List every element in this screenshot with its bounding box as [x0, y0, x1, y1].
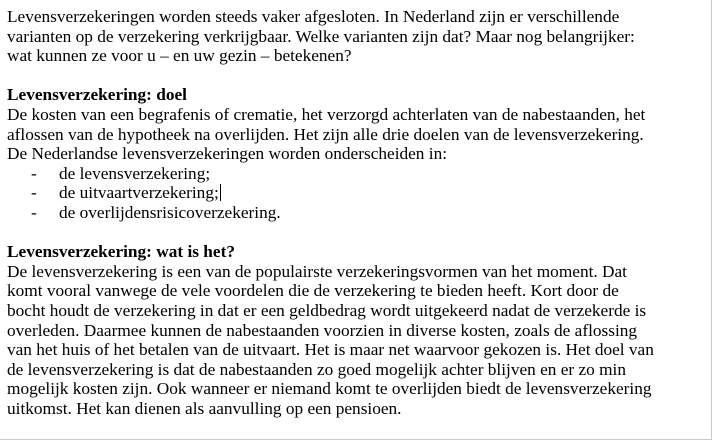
section-heading-wat: Levensverzekering: wat is het? — [7, 242, 235, 262]
list-dash: - — [31, 202, 37, 222]
text-line: de levensverzekering is dat de nabestaanden zo goed mogelijk achter blijven en er zo min — [7, 359, 627, 379]
intro-paragraph — [7, 7, 701, 66]
blank-line — [7, 66, 701, 86]
list-dash: - — [31, 183, 37, 203]
text-line: komt vooral vanwege de vele voordelen die de verzekering te bieden heeft. Kort door de — [7, 281, 619, 301]
wat-paragraph — [7, 262, 701, 419]
list-item-text: de uitvaartverzekering; — [59, 183, 219, 203]
blank-line — [7, 223, 701, 243]
text-line: De levensverzekering is een van de populairste verzekeringsvormen van het moment. Dat — [7, 261, 627, 281]
text-line: van het huis of het betalen van de uitvaart. Het is maar net waarvoor gekozen is. Het doel van — [7, 340, 654, 360]
list-item — [7, 164, 701, 184]
text-line: De Nederlandse levensverzekeringen worden onderscheiden in: — [7, 144, 448, 164]
list-item — [7, 183, 701, 203]
text-line: mogelijk kosten zijn. Ook wanneer er niemand komt te overlijden biedt de levensverzekering — [7, 379, 652, 399]
list-item-text: de levensverzekering; — [59, 163, 211, 183]
text-line: aflossen van de hypotheek na overlijden. Het zijn alle drie doelen van de levensverzekering. — [7, 124, 644, 144]
text-line: bocht houdt de verzekering in dat er een geldbedrag wordt uitgekeerd nadat de verzekerde is — [7, 300, 647, 320]
list-item — [7, 203, 701, 223]
text-line: De kosten van een begrafenis of crematie, het verzorgd achterlaten van de nabestaanden, het — [7, 104, 646, 124]
text-line: varianten op de verzekering verkrijgbaar. Welke varianten zijn dat? Maar nog belangrijker: — [7, 26, 635, 46]
list-item-text: de overlijdensrisicoverzekering. — [59, 202, 281, 222]
text-cursor — [220, 184, 221, 201]
text-line: wat kunnen ze voor u – en uw gezin – betekenen? — [7, 46, 352, 66]
doel-paragraph — [7, 105, 701, 164]
list-dash: - — [31, 163, 37, 183]
insurance-types-list — [7, 164, 701, 223]
text-line: overleden. Daarmee kunnen de nabestaanden voorzien in diverse kosten, zoals de aflossing — [7, 320, 638, 340]
section-heading-doel: Levensverzekering: doel — [7, 85, 187, 105]
document-page[interactable] — [7, 7, 701, 418]
text-line: uitkomst. Het kan dienen als aanvulling op een pensioen. — [7, 398, 402, 418]
text-line: Levensverzekeringen worden steeds vaker afgesloten. In Nederland zijn er verschillende — [7, 7, 620, 26]
